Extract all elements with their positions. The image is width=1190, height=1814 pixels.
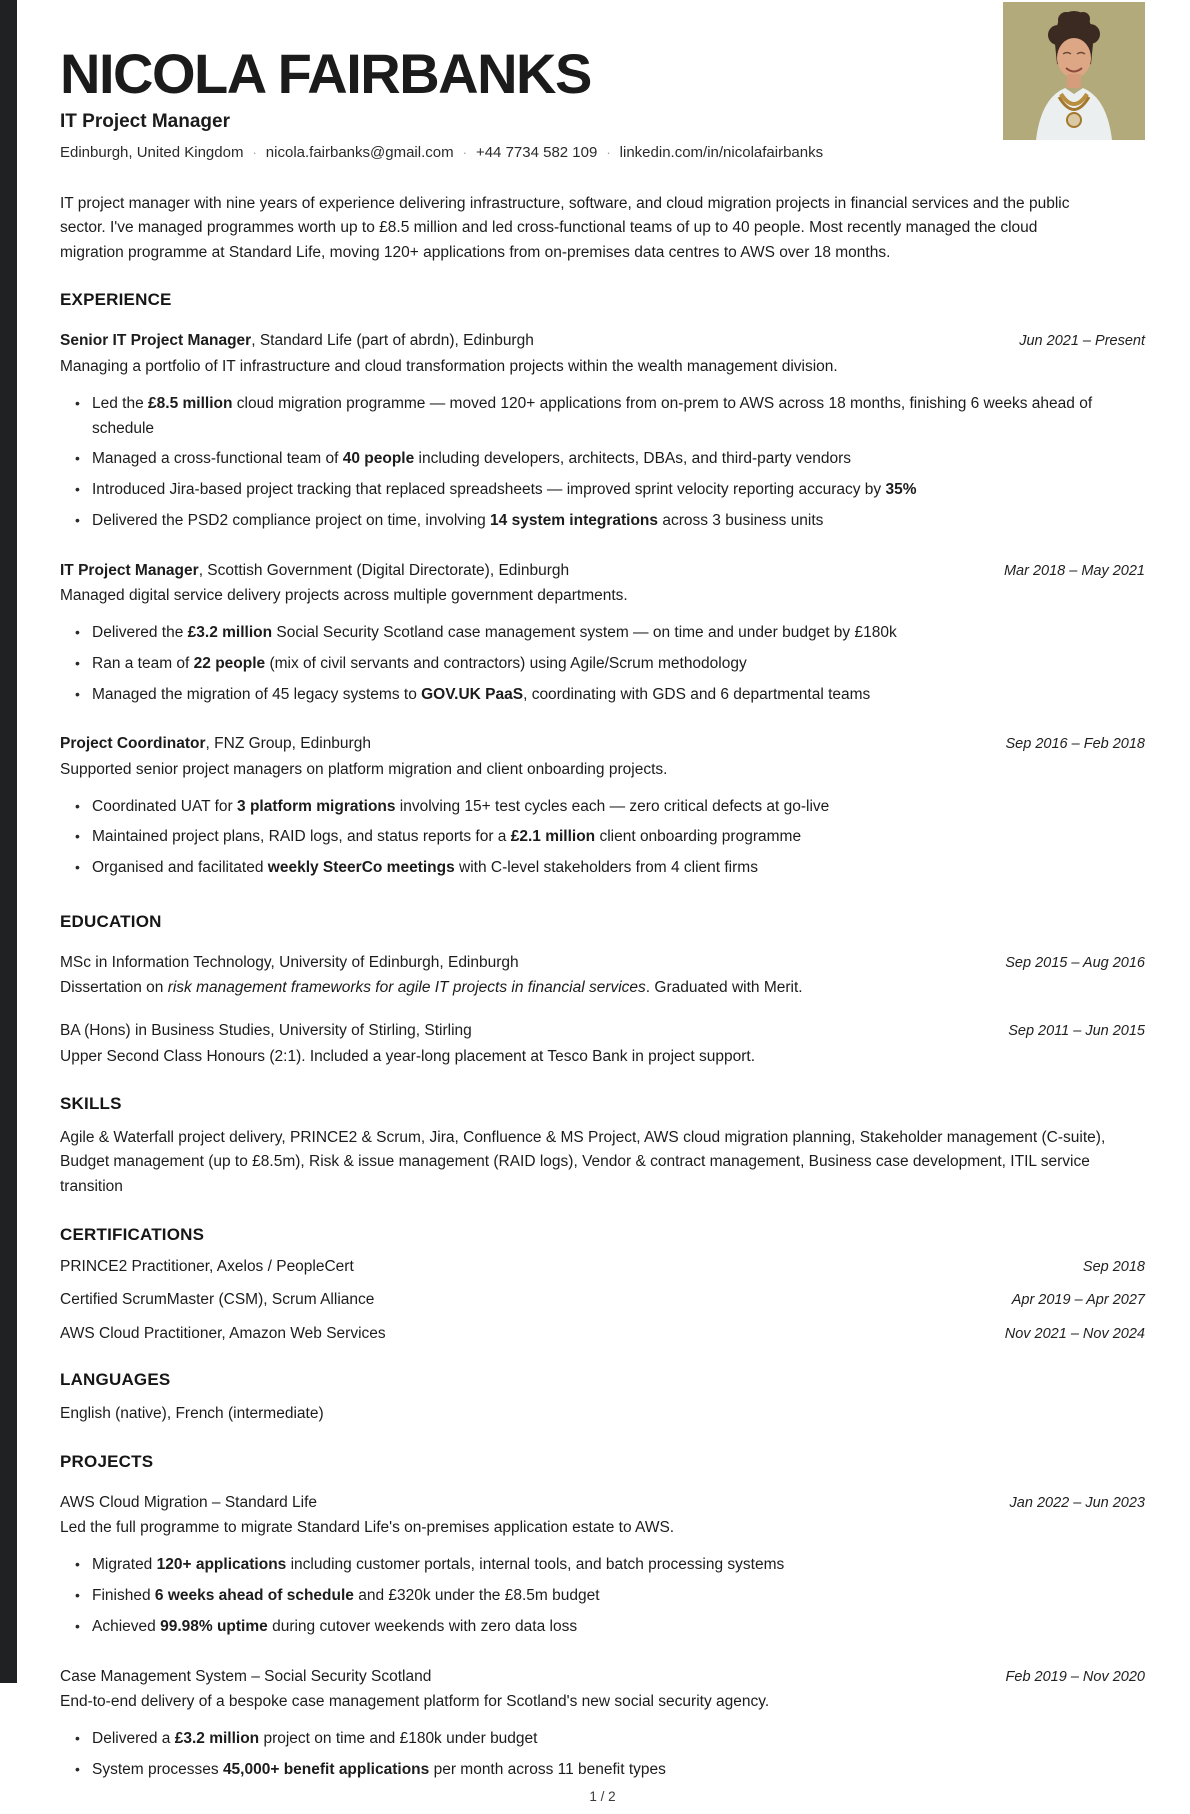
page-edge-strip — [0, 0, 17, 1683]
certification-dates: Apr 2019 – Apr 2027 — [1011, 1292, 1145, 1309]
job-dates: Sep 2016 – Feb 2018 — [1005, 736, 1145, 753]
section-heading-skills: SKILLS — [60, 1093, 122, 1113]
education-entry — [60, 1019, 1145, 1068]
project-summary: End-to-end delivery of a bespoke case management platform for Scotland's new social security agency. — [60, 1693, 770, 1711]
bullet-item: • Finished 6 weeks ahead of schedule and £320k under the £8.5m budget — [92, 1584, 1102, 1609]
job-dates: Mar 2018 – May 2021 — [1003, 562, 1145, 579]
project-entry — [60, 1491, 1145, 1646]
bullet-item: • Delivered the PSD2 compliance project on time, involving 14 system integrations across 3 business units — [92, 509, 1102, 534]
degree-dates: Sep 2011 – Jun 2015 — [1008, 1023, 1145, 1040]
person-name: NICOLA FAIRBANKS — [60, 42, 591, 105]
certification-row — [60, 1323, 1145, 1345]
certification-dates: Sep 2018 — [1082, 1258, 1145, 1275]
bullet-item: • Ran a team of 22 people (mix of civil servants and contractors) using Agile/Scrum methodology — [92, 652, 1102, 677]
experience-entry — [60, 329, 1145, 539]
languages-text: English (native), French (intermediate) — [60, 1405, 324, 1423]
certification-name: AWS Cloud Practitioner, Amazon Web Services — [60, 1324, 386, 1342]
contact-location: Edinburgh, United Kingdom — [60, 144, 244, 161]
person-headline: IT Project Manager — [60, 111, 230, 132]
project-bullet-list — [60, 1727, 1145, 1783]
job-bullet-list — [60, 392, 1145, 534]
job-summary: Managing a portfolio of IT infrastructure and cloud transformation projects within the wealth management division. — [60, 357, 838, 375]
bullet-item: • System processes 45,000+ benefit applications per month across 11 benefit types — [92, 1758, 1102, 1783]
job-title: Project Coordinator, FNZ Group, Edinburgh — [60, 735, 371, 753]
job-summary: Managed digital service delivery projects across multiple government departments. — [60, 586, 628, 604]
bullet-item: • Coordinated UAT for 3 platform migrations involving 15+ test cycles each — zero critical defects at go-live — [92, 795, 1102, 820]
job-summary: Supported senior project managers on platform migration and client onboarding projects. — [60, 760, 668, 778]
contact-linkedin[interactable]: linkedin.com/in/nicolafairbanks — [619, 144, 824, 161]
bullet-item: • Led the £8.5 million cloud migration programme — moved 120+ applications from on-prem to AWS across 18 months, finishing 6 weeks ahead of schedule — [92, 392, 1102, 442]
degree-title: MSc in Information Technology, University of Edinburgh, Edinburgh — [60, 954, 519, 972]
job-title: Senior IT Project Manager, Standard Life (part of abrdn), Edinburgh — [60, 332, 534, 350]
section-heading-education: EDUCATION — [60, 912, 162, 932]
section-heading-projects: PROJECTS — [60, 1452, 154, 1472]
resume-page — [17, 0, 1190, 1804]
certification-name: Certified ScrumMaster (CSM), Scrum Alliance — [60, 1291, 375, 1309]
job-dates: Jun 2021 – Present — [1019, 333, 1145, 350]
experience-entry — [60, 559, 1145, 714]
project-dates: Feb 2019 – Nov 2020 — [1005, 1668, 1145, 1685]
profile-summary: IT project manager with nine years of experience delivering infrastructure, software, and cloud migration projects in financial services and the public sector. I've managed programmes worth up to £8.5 million and led cross-functional teams of up to 40 people. Most recently managed the cloud migration programme at Standard Life, moving 120+ applications from on-premises data centres to AWS over 18 months. — [60, 195, 1070, 261]
job-bullet-list — [60, 621, 1145, 707]
section-heading-languages: LANGUAGES — [60, 1370, 171, 1390]
education-entry — [60, 951, 1145, 1000]
project-title: Case Management System – Social Security Scotland — [60, 1667, 432, 1685]
degree-dates: Sep 2015 – Aug 2016 — [1005, 955, 1145, 972]
bullet-item: • Delivered a £3.2 million project on time and £180k under budget — [92, 1727, 1102, 1752]
project-entry — [60, 1665, 1145, 1789]
bullet-item: • Achieved 99.98% uptime during cutover weekends with zero data loss — [92, 1615, 1102, 1640]
section-heading-experience: EXPERIENCE — [60, 290, 172, 310]
page-number: 1 / 2 — [589, 1788, 616, 1804]
project-summary: Led the full programme to migrate Standard Life's on-premises application estate to AWS. — [60, 1519, 675, 1537]
project-title: AWS Cloud Migration – Standard Life — [60, 1494, 318, 1512]
bullet-item: • Migrated 120+ applications including customer portals, internal tools, and batch processing systems — [92, 1553, 1102, 1578]
contact-phone[interactable]: +44 7734 582 109 — [475, 144, 598, 161]
profile-photo-illustration — [1003, 2, 1145, 140]
project-dates: Jan 2022 – Jun 2023 — [1009, 1495, 1145, 1512]
project-bullet-list — [60, 1553, 1145, 1639]
bullet-item: • Maintained project plans, RAID logs, and status reports for a £2.1 million client onboarding programme — [92, 825, 1102, 850]
contact-separator: · — [462, 145, 467, 160]
contact-line — [60, 144, 1145, 161]
bullet-item: • Delivered the £3.2 million Social Security Scotland case management system — on time and under budget by £180k — [92, 621, 1102, 646]
contact-separator: · — [252, 145, 257, 160]
section-heading-certifications: CERTIFICATIONS — [60, 1224, 205, 1244]
certification-row — [60, 1289, 1145, 1311]
degree-title: BA (Hons) in Business Studies, University of Stirling, Stirling — [60, 1022, 472, 1040]
degree-details: Upper Second Class Honours (2:1). Included a year-long placement at Tesco Bank in project support. — [60, 1047, 756, 1065]
certification-row — [60, 1256, 1145, 1278]
contact-email[interactable]: nicola.fairbanks@gmail.com — [265, 144, 454, 161]
bullet-item: • Managed a cross-functional team of 40 people including developers, architects, DBAs, and third-party vendors — [92, 447, 1102, 472]
certification-name: PRINCE2 Practitioner, Axelos / PeopleCert — [60, 1257, 354, 1275]
certification-dates: Nov 2021 – Nov 2024 — [1004, 1325, 1145, 1342]
resume-header — [60, 42, 1145, 161]
job-title: IT Project Manager, Scottish Government (Digital Directorate), Edinburgh — [60, 561, 570, 579]
degree-details: Dissertation on risk management frameworks for agile IT projects in financial services. Graduated with Merit. — [60, 979, 803, 997]
skills-text: Agile & Waterfall project delivery, PRINCE2 & Scrum, Jira, Confluence & MS Project, AWS cloud migration planning, Stakeholder management (C-suite), Budget management (up to £8.5m), Risk & issue management (RAID logs), Vendor & contract management, Business case development, ITIL service transition — [60, 1128, 1106, 1196]
experience-entry — [60, 732, 1145, 887]
contact-separator: · — [606, 145, 611, 160]
profile-photo — [1003, 2, 1145, 140]
job-bullet-list — [60, 795, 1145, 881]
bullet-item: • Introduced Jira-based project tracking that replaced spreadsheets — improved sprint velocity reporting accuracy by 35% — [92, 478, 1102, 503]
bullet-item: • Managed the migration of 45 legacy systems to GOV.UK PaaS, coordinating with GDS and 6 departmental teams — [92, 683, 1102, 708]
bullet-item: • Organised and facilitated weekly SteerCo meetings with C-level stakeholders from 4 client firms — [92, 856, 1102, 881]
